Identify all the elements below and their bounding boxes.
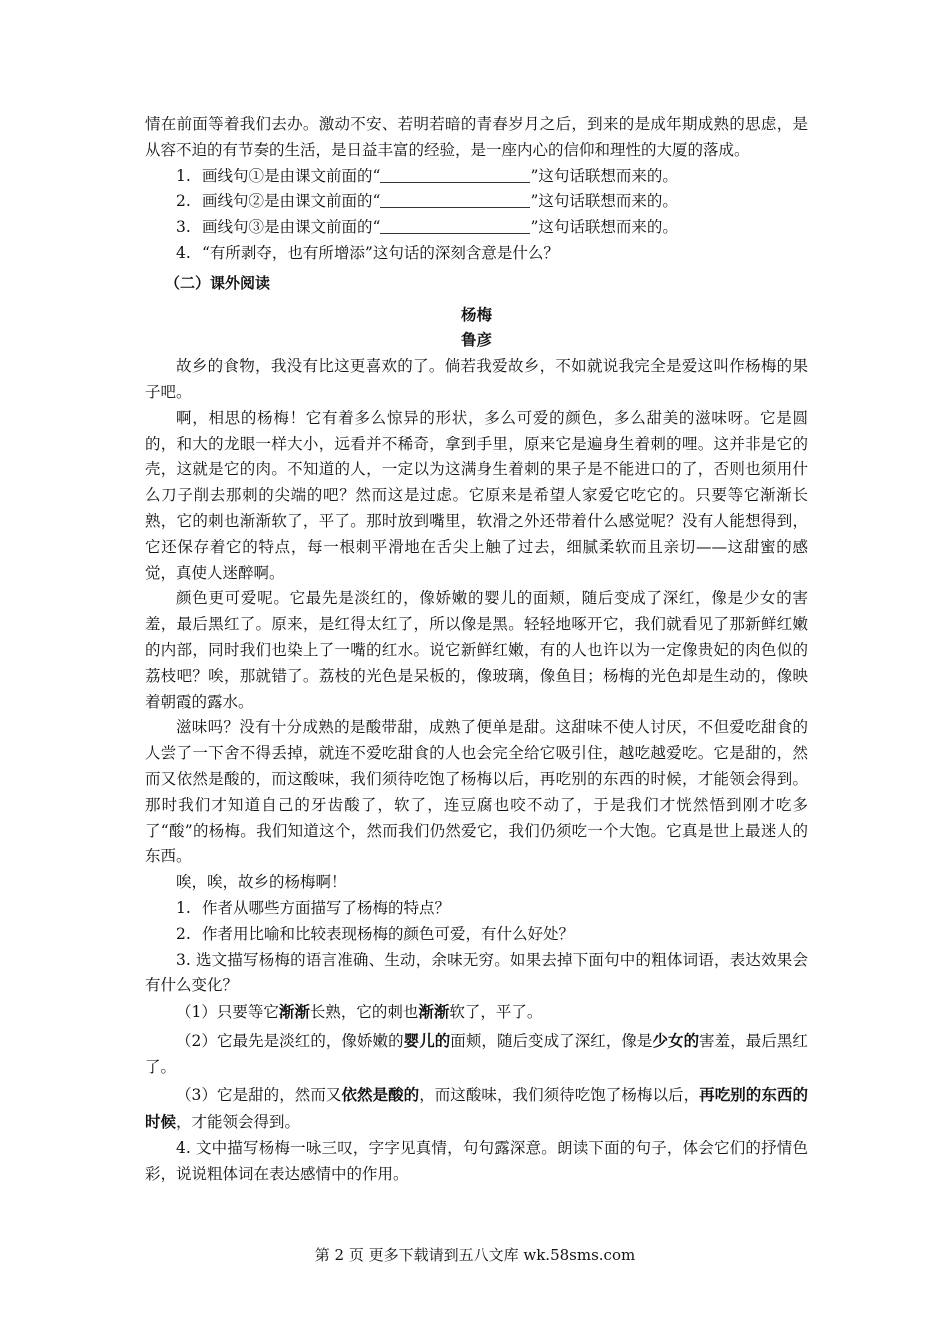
question-number: 1. bbox=[176, 166, 191, 185]
question-a2: 2. 画线句②是由课文前面的“ ”这句话联想而来的。 bbox=[145, 189, 808, 215]
bold-word: 依然是酸的 bbox=[341, 1085, 420, 1105]
top-paragraph: 情在前面等着我们去办。激动不安、若明若暗的青春岁月之后，到来的是成年期成熟的思虑，是从容不迫的有节奏的生活，是日益丰富的经验，是一座内心的信仰和理性的大厦的落成。 bbox=[145, 115, 808, 159]
bold-word: 渐渐 bbox=[278, 1002, 310, 1022]
section-title: （二）课外阅读 bbox=[165, 273, 271, 292]
question-b4: 4. 文中描写杨梅一咏三叹，字字见真情，句句露深意。朗读下面的句子，体会它们的抒情色彩，说说粗体词在表达感情中的作用。 bbox=[145, 1139, 808, 1183]
question-number: 3. bbox=[176, 950, 191, 969]
article-author: 鲁彦 bbox=[460, 331, 492, 350]
answer-blank[interactable] bbox=[380, 217, 530, 234]
q3-sentence-3: （3）它是甜的，然而又依然是酸的，而这酸味，我们须待吃饱了杨梅以后，再吃别的东西的时候，才能领会得到。 bbox=[145, 1085, 808, 1132]
answer-blank[interactable] bbox=[380, 191, 530, 208]
bold-word: 少女的 bbox=[652, 1030, 700, 1050]
bold-word: 婴儿的 bbox=[403, 1030, 451, 1050]
question-a1: 1. 画线句①是由课文前面的“ ”这句话联想而来的。 bbox=[145, 164, 808, 190]
question-a4: 4. “有所剥夺，也有所增添”这句话的深刻含意是什么？ bbox=[145, 241, 808, 267]
page-footer: 第 2 页 更多下载请到五八文库 wk.58sms.com bbox=[314, 1246, 636, 1264]
article-paragraph: 啊，相思的杨梅！它有着多么惊异的形状，多么可爱的颜色，多么甜美的滋味呀。它是圆的，和大的龙眼一样大小，远看并不稀奇，拿到手里，原来它是遍身生着刺的哩。这并非是它的壳，这就是它的肉。不知道的人，一定以为这满身生着刺的果子是不能进口的了，否则也须用什么刀子削去那刺的尖端的吧？然而这是过虑。它原来是希望人家爱它吃它的。只要等它渐渐长熟，它的刺也渐渐软了，平了。那时放到嘴里，软滑之外还带着什么感觉呢？没有人能想得到，它还保存着它的特点，每一根刺平滑地在舌尖上触了过去，细腻柔软而且亲切——这甜蜜的感觉，真使人迷醉啊。 bbox=[145, 408, 808, 582]
article-paragraph: 唉，唉，故乡的杨梅啊！ bbox=[176, 873, 347, 892]
question-a3: 3. 画线句③是由课文前面的“ ”这句话联想而来的。 bbox=[145, 215, 808, 241]
question-number: 1. bbox=[176, 898, 191, 917]
question-b1: 1. 作者从哪些方面描写了杨梅的特点？ bbox=[145, 896, 808, 922]
bold-word: 再吃别的东西的时候 bbox=[145, 1085, 808, 1132]
document-page bbox=[145, 112, 808, 1188]
question-b3: 3. 选文描写杨梅的语言准确、生动，余味无穷。如果去掉下面句中的粗体词语，表达效果会有什么变化？ bbox=[145, 950, 808, 995]
q3-sentence-2: （2）它最先是淡红的，像娇嫩的婴儿的面颊，随后变成了深红，像是少女的害羞，最后黑红了。 bbox=[145, 1030, 808, 1076]
article-title: 杨梅 bbox=[460, 305, 492, 324]
question-number: 2. bbox=[176, 924, 191, 943]
question-number: 2. bbox=[176, 192, 191, 211]
article-paragraph: 颜色更可爱呢。它最先是淡红的，像娇嫩的婴儿的面颊，随后变成了深红，像是少女的害羞，最后黑红了。原来，是红得太红了，所以像是黑。轻轻地啄开它，我们就看见了那新鲜红嫩的内部，同时我们也染上了一嘴的红水。说它新鲜红嫩，有的人也许以为一定像贵妃的肉色似的荔枝吧？唉，那就错了。荔枝的光色是呆板的，像玻璃，像鱼目；杨梅的光色却是生动的，像映着朝霞的露水。 bbox=[145, 589, 808, 711]
q3-sentence-1: （1）只要等它渐渐长熟，它的刺也渐渐软了，平了。 bbox=[176, 1002, 543, 1022]
question-number: 4. bbox=[176, 1139, 191, 1158]
answer-blank[interactable] bbox=[380, 166, 530, 183]
question-number: 4. bbox=[176, 243, 191, 262]
question-b2: 2. 作者用比喻和比较表现杨梅的颜色可爱，有什么好处？ bbox=[145, 922, 808, 948]
article-paragraph: 故乡的食物，我没有比这更喜欢的了。倘若我爱故乡，不如就说我完全是爱这叫作杨梅的果子吧。 bbox=[145, 357, 808, 401]
question-number: 3. bbox=[176, 218, 191, 237]
article-paragraph: 滋味吗？没有十分成熟的是酸带甜，成熟了便单是甜。这甜味不使人讨厌，不但爱吃甜食的人尝了一下舍不得丢掉，就连不爱吃甜食的人也会完全给它吸引住，越吃越爱吃。它是甜的，然而又依然是酸的，而这酸味，我们须待吃饱了杨梅以后，再吃别的东西的时候，才能领会得到。那时我们才知道自己的牙齿酸了，软了，连豆腐也咬不动了，于是我们才恍然悟到刚才吃多了“酸”的杨梅。我们知道这个，然而我们仍然爱它，我们仍须吃一个大饱。它真是世上最迷人的东西。 bbox=[145, 718, 808, 866]
bold-word: 渐渐 bbox=[418, 1002, 450, 1022]
